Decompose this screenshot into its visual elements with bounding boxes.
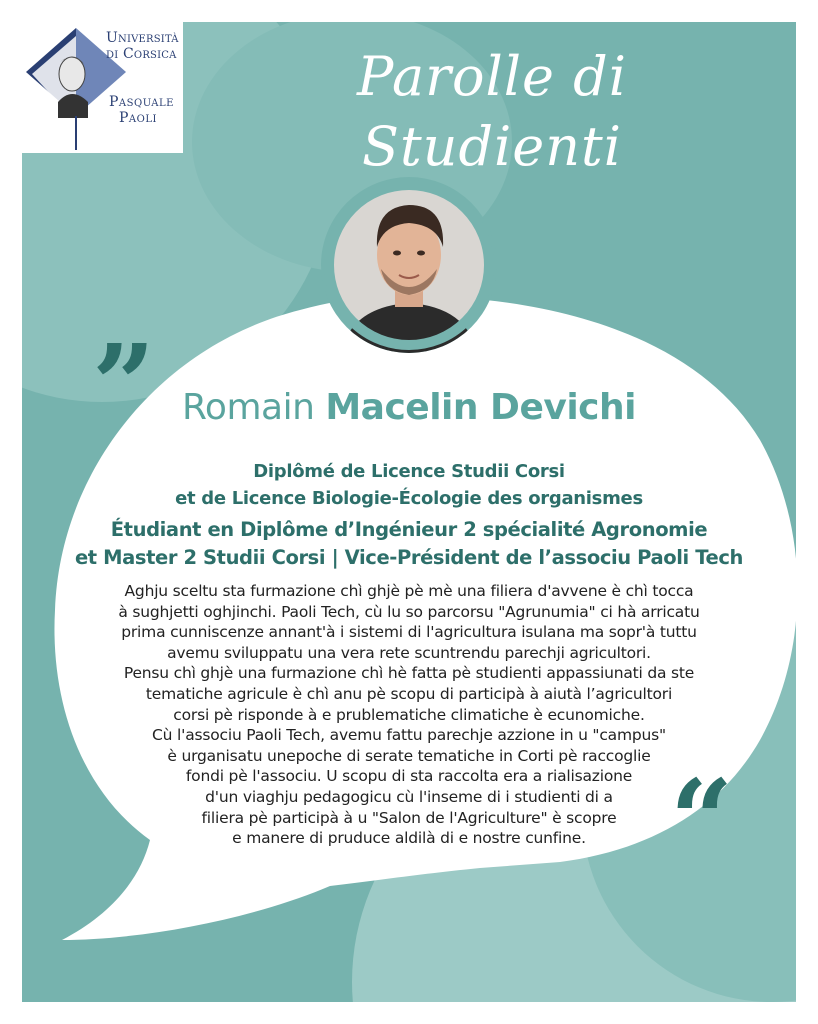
testimony-text xyxy=(0,581,818,849)
testimony-line: fondi pè l'associu. U scopu di sta raccolta era a rialisazione xyxy=(185,767,633,786)
testimony-line: filiera pè participà à u "Salon de l'Agriculture" è scopre xyxy=(201,808,617,827)
testimony-line: avemu sviluppatu una vera rete scuntrendu parechji agricultori. xyxy=(167,643,651,662)
avatar xyxy=(321,177,497,353)
closing-quote-icon: “ xyxy=(670,755,734,884)
student-portrait-icon xyxy=(321,177,497,353)
page-title: Parolle di Studienti xyxy=(357,45,627,178)
logo-corsica-label: di Corsica xyxy=(106,46,177,62)
university-logo xyxy=(22,22,183,153)
logo-paoli-label: Paoli xyxy=(119,110,157,126)
student-name xyxy=(0,386,818,430)
logo-pasquale-label: Pasquale xyxy=(109,94,174,110)
logo-text-bottom xyxy=(109,94,174,126)
testimony-line: d'un viaghju pedagogicu cù l'inseme di i studienti di a xyxy=(205,787,613,806)
testimony-line: Pensu chì ghjè una furmazione chì hè fatta pè studienti appassiunati da ste xyxy=(123,664,695,683)
diploma-line: et de Licence Biologie-Écologie des organismes xyxy=(175,488,643,509)
testimony-line: corsi pè risponde à e prublematiche climatiche è ecunomiche. xyxy=(173,705,645,724)
studies-line: et Master 2 Studii Corsi | Vice-Président de l’associu Paoli Tech xyxy=(74,546,743,569)
student-diplomas xyxy=(0,458,818,512)
testimony-line: prima cunniscenze annant'à i sistemi di l'agricultura isulana ma sopr'à tuttu xyxy=(121,623,697,642)
student-first-name: Romain xyxy=(182,387,315,428)
studies-line: Étudiant en Diplôme d’Ingénieur 2 spécialité Agronomie xyxy=(110,518,708,541)
opening-quote-icon: ” xyxy=(92,320,156,449)
testimony-line: è urganisatu unepoche di serate tematiche in Corti pè raccoglie xyxy=(167,746,651,765)
testimony-line: e manere di pruduce aldilà di e nostre cunfine. xyxy=(232,829,586,848)
testimony-line: Cù l'associu Paoli Tech, avemu fattu parechje azzione in u "campus" xyxy=(152,726,666,745)
student-last-name: Macelin Devichi xyxy=(325,387,636,428)
student-current-studies xyxy=(0,516,818,572)
logo-university-label: Università xyxy=(106,30,179,46)
testimony-line: Aghju sceltu sta furmazione chì ghjè pè mè una filiera d'avvene è chì tocca xyxy=(124,582,694,600)
testimony-line: à sughjetti oghjinchi. Paoli Tech, cù lu so parcorsu "Agrunumia" ci hà arricatu xyxy=(118,602,700,621)
logo-text-top xyxy=(106,30,179,62)
diploma-line: Diplômé de Licence Studii Corsi xyxy=(253,461,565,482)
testimony-line: tematiche agricule è chì anu pè scopu di participà à aiutà l’agricultori xyxy=(145,684,673,703)
